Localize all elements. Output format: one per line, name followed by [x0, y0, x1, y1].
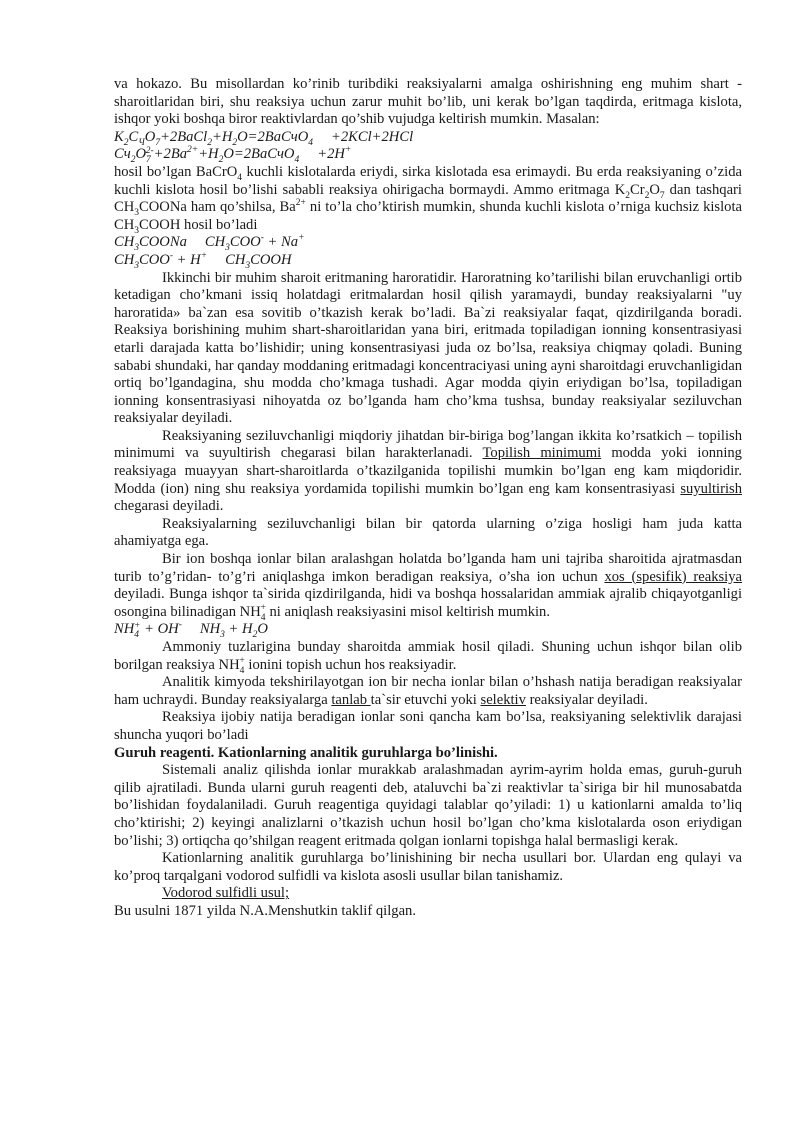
equation-ionic-dichromate: $Cч_2O_7^{2-}+2Ba^{2+}+H_2O=2BaCчO_4 +2H^+$ [114, 145, 352, 166]
section-heading: Guruh reagenti. Kationlarning analitik guruhlarga bo’linishi. [114, 744, 498, 761]
equation-ammonia: $NH_4^+ + OH^-$ $NH_3 + H_2O$ [114, 620, 268, 641]
paragraph-selectivity-degree: Reaksiya ijobiy natija beradigan ionlar soni qancha kam bo’lsa, reaksiyaning selektivlik darajasi shuncha yuqori bo’ladi [114, 709, 742, 743]
paragraph-menshutkin: Bu usulni 1871 yilda N.A.Menshutkin taklif qilgan. [114, 902, 416, 919]
paragraph-specificity-importance: Reaksiyalarning seziluvchanligi bilan bir qatorda ularning o’ziga hosligi ham juda katta ahamiyatga ega. [114, 515, 742, 550]
paragraph-systematic-analysis: Sistemali analiz qilishda ionlar murakkab aralashmadan ayrim-ayrim holda emas, guruh-guruh qilib ajratiladi. Bunda ularni guruh reagenti deb, ataluvchi ba`zi reaktivlar ta`siriga bir hil munosabatda bo’lishidan foydalaniladi. Guruh reagentiga quyidagi talablar qo’yiladi: 1) u kationlarni amalda to’liq cho’ktirishi; 2) keyingi analizlarni o’tkazish uchun hosil bo’lgan cho’kma kislotalarda oson eriydigan bo’lishi; 3) ortiqcha qo’shilgan reagent eritmada qolgan ionlarni topishga halal bermasligi kerak. [114, 762, 742, 849]
equation-acetic-acid: $CH_3COO^- + H^+$ $CH_3COOH$ [114, 251, 292, 271]
paragraph-ammonium-salts: Ammoniy tuzlarigina bunday sharoitda ammiak hosil qiladi. Shuning uchun ishqor bilan olib borilgan reaksiya $NH_4^+$ ionini topish uchun hos reaksiyadir. [114, 639, 742, 676]
paragraph-barium-chromate: hosil bo’lgan BaCrO$_4$ kuchli kislotalarda eriydi, sirka kislotada esa erimaydi. Bu erda reaksiyaning o’zida kuchli kislota hosil bo’lishi sababli reaksiya ohirigacha bormaydi. Ammo eritmaga $K_2Cr_2O_7$ dan tashqari $CH_3COONa$ ham qo’shilsa, $Ba^{2+}$ ni to’la cho’ktirish mumkin, shunda kuchli kislota o’rniga kuchsiz kislota $CH_3COOH$ hosil bo’ladi [114, 163, 742, 236]
paragraph-intro: va hokazo. Bu misollardan ko’rinib turibdiki reaksiyalarni amalga oshirishning eng muhim shart - sharoitlaridan biri, shu reaksiya uchun zarur muhit bo’lib, uni kerak bo’lgan taqdirda, eritmaga kislota, ishqor yoki boshqa biror reaktivlardan qo’shib vujudga keltirish mumkin. Masalan: [114, 76, 742, 128]
paragraph-sensitivity: Reaksiyaning seziluvchanligi miqdoriy jihatdan bir-biriga bog’langan ikkita ko’rsatkich – topilish minimumi va suyultirish chegarasi bilan harakterlanadi. Topilish minimumi modda yoki ionning reaksiyaga muayyan shart-sharoitlarda o’tkazilganida topilishi mumkin bo’lgan eng kam miqdoridir. Modda (ion) ning shu reaksiya yordamida topilishi mumkin bo’lgan eng kam konsentrasiyasi suyultirish chegarasi deyiladi. [114, 427, 742, 515]
equation-dichromate-barium-chloride: $K_2C_ЧO_7+2BaCl_2+H_2O=2BaCчO_4 +2KCl+2HCl$ [114, 128, 414, 148]
paragraph-selective-reactions: Analitik kimyoda tekshirilayotgan ion bir necha ionlar bilan o’hshash natija beradigan reaksiyalar ham uchraydi. Bunday reaksiyalarga tanlab ta`sir etuvchi yoki selektiv reaksiyalar deyiladi. [114, 674, 742, 708]
equation-sodium-acetate: $CH_3COONa$ $CH_3COO^- + Na^+$ [114, 233, 305, 254]
subheading-hydrogen-sulfide-method: Vodorod sulfidli usul; [162, 885, 290, 902]
paragraph-classification-methods: Kationlarning analitik guruhlarga bo’linishining bir necha usullari bor. Ulardan eng qulayi va ko’proq tarqalgani vodorod sulfidli va kislota asosli usullar bilan tanishamiz. [114, 850, 742, 884]
document-page [114, 76, 742, 921]
paragraph-temperature: Ikkinchi bir muhim sharoit eritmaning haroratidir. Haroratning ko’tarilishi bilan eruvchanligi ortib ketadigan cho’kmani issiq holatdagi eritmalardan hosil qilish yaramaydi, bunday reaksiyalarni "uy haroratida» ba`zan esa sovitib o’tkazish kerak bo’ladi. Ba`zi reaksiyalar faqat, qizdirilganda boradi. Reaksiya borishining muhim shart-sharoitlaridan yana biri, eritmada topiladigan ionning konsentrasiyasi etarli darajada katta bo’lishidir; uning konsentrasiyasi juda oz bo’lsa, reaksiya chiqmay qoladi. Buning sababi shundaki, har qanday moddaning eritmadagi koncentraciyasi uning ayni sharoitdagi eruvchanligidan ortiq bo’lgandagina, shu modda cho’kmaga tushadi. Agar modda qiyin eriydigan bo’lsa, topiladigan ionning konsentrasiyasi nihoyatda oz bo’lganda ham cho’kma tushsa, bunday reaksiyalar seziluvchan reaksiyalar deyiladi. [114, 269, 742, 427]
paragraph-specific-reaction: Bir ion boshqa ionlar bilan aralashgan holatda bo’lganda ham uni tajriba sharoitida ajratmasdan turib to’g’ridan- to’g’ri aniqlashga imkon beradigan reaksiya, o’sha ion uchun xos (spesifik) reaksiya deyiladi. Bunga ishqor ta`sirida qizdirilganda, hidi va boshqa hossalaridan ammiak ajralib chiqayotganligi osongina bilinadigan $NH_4^+$ ni aniqlash reaksiyasini misol keltirish mumkin. [114, 551, 742, 623]
